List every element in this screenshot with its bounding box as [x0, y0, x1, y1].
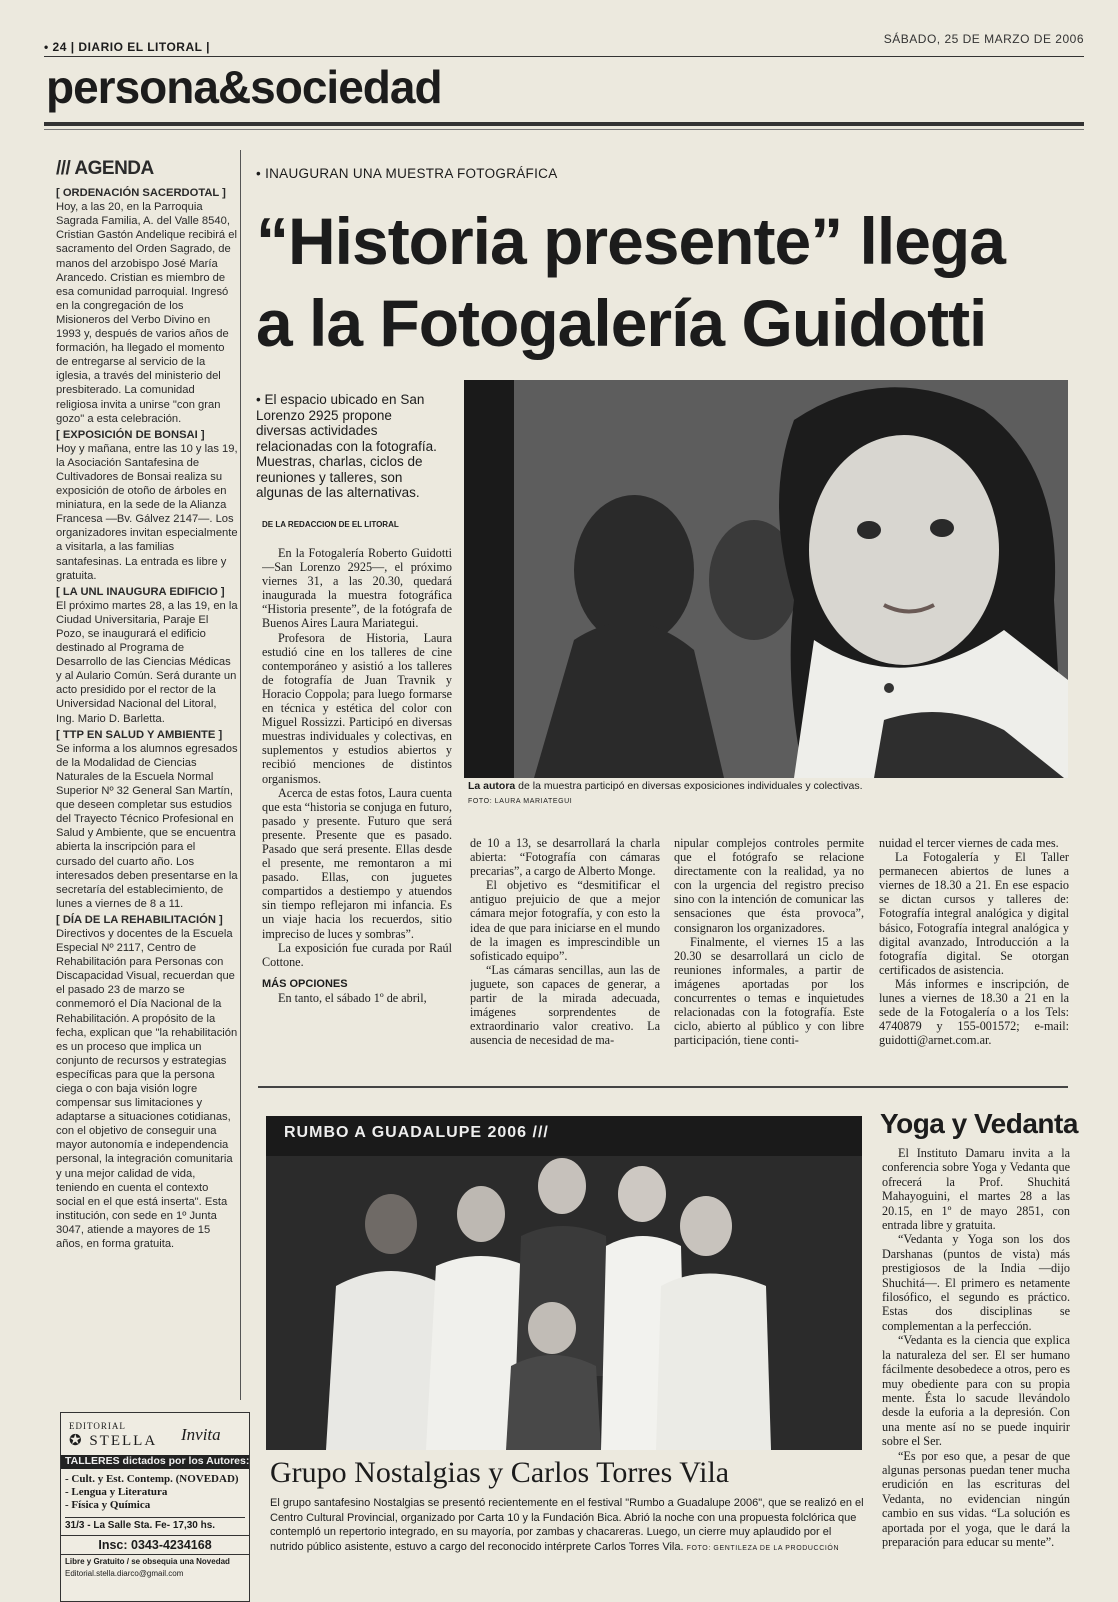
yoga-title: Yoga y Vedanta — [880, 1108, 1078, 1139]
agenda-item — [56, 728, 238, 911]
paragraph: nipular complejos controles permite que el fotógrafo se relacione directamente con la realidad, ya no con la urgencia del registro preciso sino con la intención de comunicar las sensaciones que ésta provoca”, consignaron los organizadores. — [674, 836, 864, 935]
paragraph: Más informes e inscripción, de lunes a viernes de 18.30 a 21 en la sede de la Fotogalería o a los Tels: 4740879 y 155-001572; e-mail: guidotti@arnet.com.ar. — [879, 976, 1069, 1048]
ad-logo — [69, 1421, 157, 1450]
ad-workshop: - Física y Química — [65, 1499, 151, 1511]
group-photo — [266, 1116, 862, 1450]
paragraph: En tanto, el sábado 1º de abril, — [278, 990, 427, 1005]
agenda-item-text: Hoy y mañana, entre las 10 y las 19, la Asociación Santafesina de Cultivadores de Bonsai realiza su exposición de otoño de árboles en miniatura, en la sede de la Alianza Francesa —Bv. Gálvez 2147—. Los organizadores invitan especialmente a visitarla, a las familias santafesinas. La entrada es libre y gratuita. — [56, 442, 238, 582]
story-body — [270, 1496, 866, 1556]
paragraph: Profesora de Historia, Laura estudió cine en los talleres de cine contemporáneo y asistió a los talleres de fotografía de Juan Travnik y Horacio Coppola; para luego formarse en técnica y estética del color con Miguel Rossizzi. Participó en diversas muestras individuales y colectivas, en suplementos y estudios abiertos y recibió menciones de distintos organismos. — [262, 630, 452, 786]
editorial-ad — [60, 1412, 250, 1602]
agenda-item — [56, 585, 238, 726]
section-rule — [44, 122, 1084, 126]
agenda-item-text: Hoy, a las 20, en la Parroquia Sagrada Familia, A. del Valle 8540, Cristian Gastón Andelique recibirá el sacramento del Orden Sagrado, de manos del arzobispo José María Arancedo. Cristian es miembro de esa comunidad parroquial. Ingresó en la congregación de los Misioneros del Verbo Divino en 1993 y, después de varios años de formación, ha llegado el momento de entregarse al servicio de la iglesia, a través del ministerio del presbiterado. La comunidad religiosa invita a unirse "con gran gozo" a esta celebración. — [56, 201, 237, 425]
header-rule — [44, 56, 1084, 57]
paragraph: La Fotogalería y El Taller permanecen abiertos de lunes a viernes de 18.30 a 21. En ese espacio se dictan cursos y talleres de: Fotografía integral analógica y digital básico, Fotografía integral analógica y digital avanzado, Introducción a la fotografía digital. Se otorgan certificados de asistencia. — [879, 850, 1069, 977]
agenda-item-text: Se informa a los alumnos egresados de la Modalidad de Ciencias Naturales de la Escuela Normal Superior Nº 32 General San Martín, que deseen completar sus estudios del Trayecto Técnico Profesional en Salud y Ambiente, que se encuentra abierta la inscripción para el cursado del cuarto año. Los interesados deben presentarse en la secretaría del establecimiento, de lunes a viernes de 8 a 11. — [56, 742, 238, 910]
article-photo — [464, 380, 1068, 778]
caption-text: de la muestra participó en diversas exposiciones individuales y colectivas. — [515, 780, 863, 792]
ad-workshops — [65, 1473, 245, 1512]
paragraph: Acerca de estas fotos, Laura cuenta que esta “historia se conjuga en futuro, pasado y presente. Futuro que será presente. Presente que es pasado. Pasado que será presente. Ellas desde el presente, me remontaron a mi pasado. Ellas, con juguetes compartidos a destiempo y atuendos sin tiempo reflejaron mi infancia. Es un viaje hacia los recuerdos, sitio impreciso de luces y sombras”. — [262, 785, 452, 941]
ad-email: Editorial.stella.diarco@gmail.com — [65, 1569, 184, 1578]
article-kicker: • INAUGURAN UNA MUESTRA FOTOGRÁFICA — [256, 166, 558, 181]
headline-line-2: a la Fotogalería Guidotti — [256, 286, 987, 360]
agenda-item-title: [ DÍA DE LA REHABILITACIÓN ] — [56, 913, 223, 926]
ad-phone: Insc: 0343-4234168 — [61, 1535, 249, 1555]
column-divider — [240, 150, 241, 1400]
article-byline: DE LA REDACCION DE EL LITORAL — [262, 520, 399, 529]
agenda-item — [56, 428, 238, 583]
group-photo-label: RUMBO A GUADALUPE 2006 /// — [284, 1124, 549, 1141]
agenda-item-title: [ TTP EN SALUD Y AMBIENTE ] — [56, 728, 223, 741]
paragraph: La exposición fue curada por Raúl Cottone. — [262, 940, 452, 969]
agenda-item — [56, 913, 238, 1251]
agenda-item-title: [ LA UNL INAUGURA EDIFICIO ] — [56, 585, 225, 598]
photo-caption — [468, 780, 1068, 793]
headline-line-1: “Historia presente” llega — [256, 204, 1005, 278]
ad-workshop: - Cult. y Est. Contemp. (NOVEDAD) — [65, 1473, 239, 1485]
ad-band: TALLERES dictados por los Autores: — [61, 1455, 250, 1469]
star-icon: ✪ — [69, 1433, 90, 1449]
ad-brand-small: EDITORIAL — [69, 1421, 126, 1431]
section-rule-thin — [44, 129, 1084, 130]
story-photo-credit: FOTO: GENTILEZA DE LA PRODUCCIÓN — [686, 1544, 840, 1552]
agenda-title: /// AGENDA — [56, 160, 154, 179]
paragraph: “Vedanta y Yoga son los dos Darshanas (puntos de vista) más prestigiosos de la India —dijo Shuchitá—. El primero es netamente filosófico, el segundo es práctico. Estas dos disciplinas se complementan a la perfección. — [882, 1232, 1070, 1333]
paragraph: Finalmente, el viernes 15 a las 20.30 se desarrollará un ciclo de reuniones informales, a partir de imágenes aportadas por los concurrentes o temas e inquietudes relacionadas con la fotografía. Este ciclo, abierto al público y con libre participación, tiene conti- — [674, 934, 864, 1048]
paragraph: El objetivo es “desmitificar el antiguo prejuicio de que a mejor cámara mejor fotografía, y con esto la idea de que para iniciarse en el mundo de la imagen es imprescindible un sofisticado equipo”. — [470, 878, 660, 963]
story-text: El grupo santafesino Nostalgias se presentó recientemente en el festival "Rumbo a Guadalupe 2006", que se realizó en el Centro Cultural Provincial, organizado por Carta 10 y la Fundación Bica. Abrió la noche con una propuesta folclórica que contempló un repertorio integrado, en su mayoría, por zambas y chacareras. Luego, un cierre muy aplaudido por el nutrido público asistente, estuvo a cargo del reconocido intérprete Carlos Torres Vila. — [270, 1497, 864, 1553]
article-column-2 — [470, 836, 660, 1076]
caption-lead: La autora — [468, 780, 516, 792]
agenda-item-text: Directivos y docentes de la Escuela Especial Nº 2117, Centro de Rehabilitación para Personas con Discapacidad Visual, recuerdan que el pasado 23 de marzo se conmemoró el Día Nacional de la Rehabilitación. A propósito de la fecha, explican que "la rehabilitación es un proceso que implica un conjunto de recursos y estrategias específicas para que la persona ciega o con baja visión logre compensar sus limitaciones y adaptarse a situaciones cotidianas, con el objetivo de conseguir una mayor autonomía e independencia personal, la integración comunitaria y una mejor calidad de vida, teniendo en cuenta el contexto social en el que está inserta". Esta institución, con sede en 1º Junta 3047, atiende a mayores de 15 años, en forma gratuita. — [56, 927, 238, 1251]
paragraph: nuidad el tercer viernes de cada mes. — [879, 836, 1059, 850]
page-date: SÁBADO, 25 DE MARZO DE 2006 — [883, 32, 1084, 46]
ad-address: 31/3 - La Salle Sta. Fe- 17,30 hs. — [65, 1517, 245, 1531]
paragraph: En la Fotogalería Roberto Guidotti —San Lorenzo 2925—, el próximo viernes 31, a las 20.30, quedará inaugurada la muestra fotográfica “Historia presente”, de la fotógrafa de Buenos Aires Laura Mariategui. — [262, 546, 452, 631]
agenda-item-title: [ ORDENACIÓN SACERDOTAL ] — [56, 187, 226, 200]
agenda-item-title: [ EXPOSICIÓN DE BONSAI ] — [56, 428, 205, 441]
article-column-4 — [879, 836, 1069, 1076]
article-subhead: MÁS OPCIONES — [262, 977, 348, 990]
agenda-item-text: El próximo martes 28, a las 19, en la Ciudad Universitaria, Paraje El Pozo, se inaugurará el edificio destinado al Programa de Desarrollo de las Ciencias Médicas y al Aulario Común. Será durante un acto presidido por el rector de la Universidad Nacional del Litoral, Ing. Mario D. Barletta. — [56, 599, 238, 725]
paragraph: de 10 a 13, se desarrollará la charla abierta: “Fotografía con cámaras precarias”, a cargo de Alberto Monge. — [470, 836, 660, 879]
article-column-1 — [262, 546, 452, 1076]
ad-brand: STELLA — [89, 1433, 158, 1449]
story-title: Grupo Nostalgias y Carlos Torres Vila — [270, 1456, 730, 1489]
article-column-3 — [674, 836, 864, 1076]
paragraph: “Vedanta es la ciencia que explica la naturaleza del ser. El ser humano fácilmente desobedece a otros, pero es muy obediente para con su propia mente. Ésta lo sacude llevándolo desde la euforia a la depresión. Con una mente así no se puede inquirir sobre el Ser. — [882, 1333, 1070, 1449]
yoga-column — [882, 1146, 1070, 1600]
photo-girl-illustration — [464, 380, 1068, 778]
story-divider — [258, 1086, 1068, 1088]
photo-credit: FOTO: LAURA MARIATEGUI — [468, 798, 573, 805]
section-title: persona&sociedad — [46, 61, 442, 113]
paragraph: “Es por eso que, a pesar de que algunas personas puedan tener mucha erudición en las escrituras del Vedanta, no evidencian ningún cambio en sus vidas. “La solución es aportada por el yoga, que le dará la preparación para educar su mente”. — [882, 1448, 1070, 1549]
ad-footer: Libre y Gratuito / se obsequia una Novedad — [65, 1557, 230, 1566]
agenda-column — [56, 160, 238, 1400]
paragraph: “Las cámaras sencillas, aun las de juguete, son capaces de generar, a partir de la mirada adecuada, imágenes sorprendentes de extraordinario valor creativo. La ausencia de necesidad de ma- — [470, 962, 660, 1048]
photo-group-illustration — [266, 1116, 862, 1450]
article-deck: • El espacio ubicado en San Lorenzo 2925 propone diversas actividades relacionadas con la fotografía. Muestras, charlas, ciclos de reuniones y talleres, son algunas de las alternativas. — [256, 392, 437, 500]
ad-workshop: - Lengua y Literatura — [65, 1486, 168, 1498]
page-info: • 24 | DIARIO EL LITORAL | — [44, 40, 210, 54]
paragraph: El Instituto Damaru invita a la conferencia sobre Yoga y Vedanta que ofrecerá la Prof. Shuchitá Mahayoguini, el martes 28 a las 20.15, en 1º de mayo 2851, con entrada libre y gratuita. — [882, 1146, 1070, 1233]
article-headline — [256, 200, 1056, 364]
ad-invita: Invita — [181, 1425, 221, 1444]
agenda-item — [56, 186, 238, 426]
